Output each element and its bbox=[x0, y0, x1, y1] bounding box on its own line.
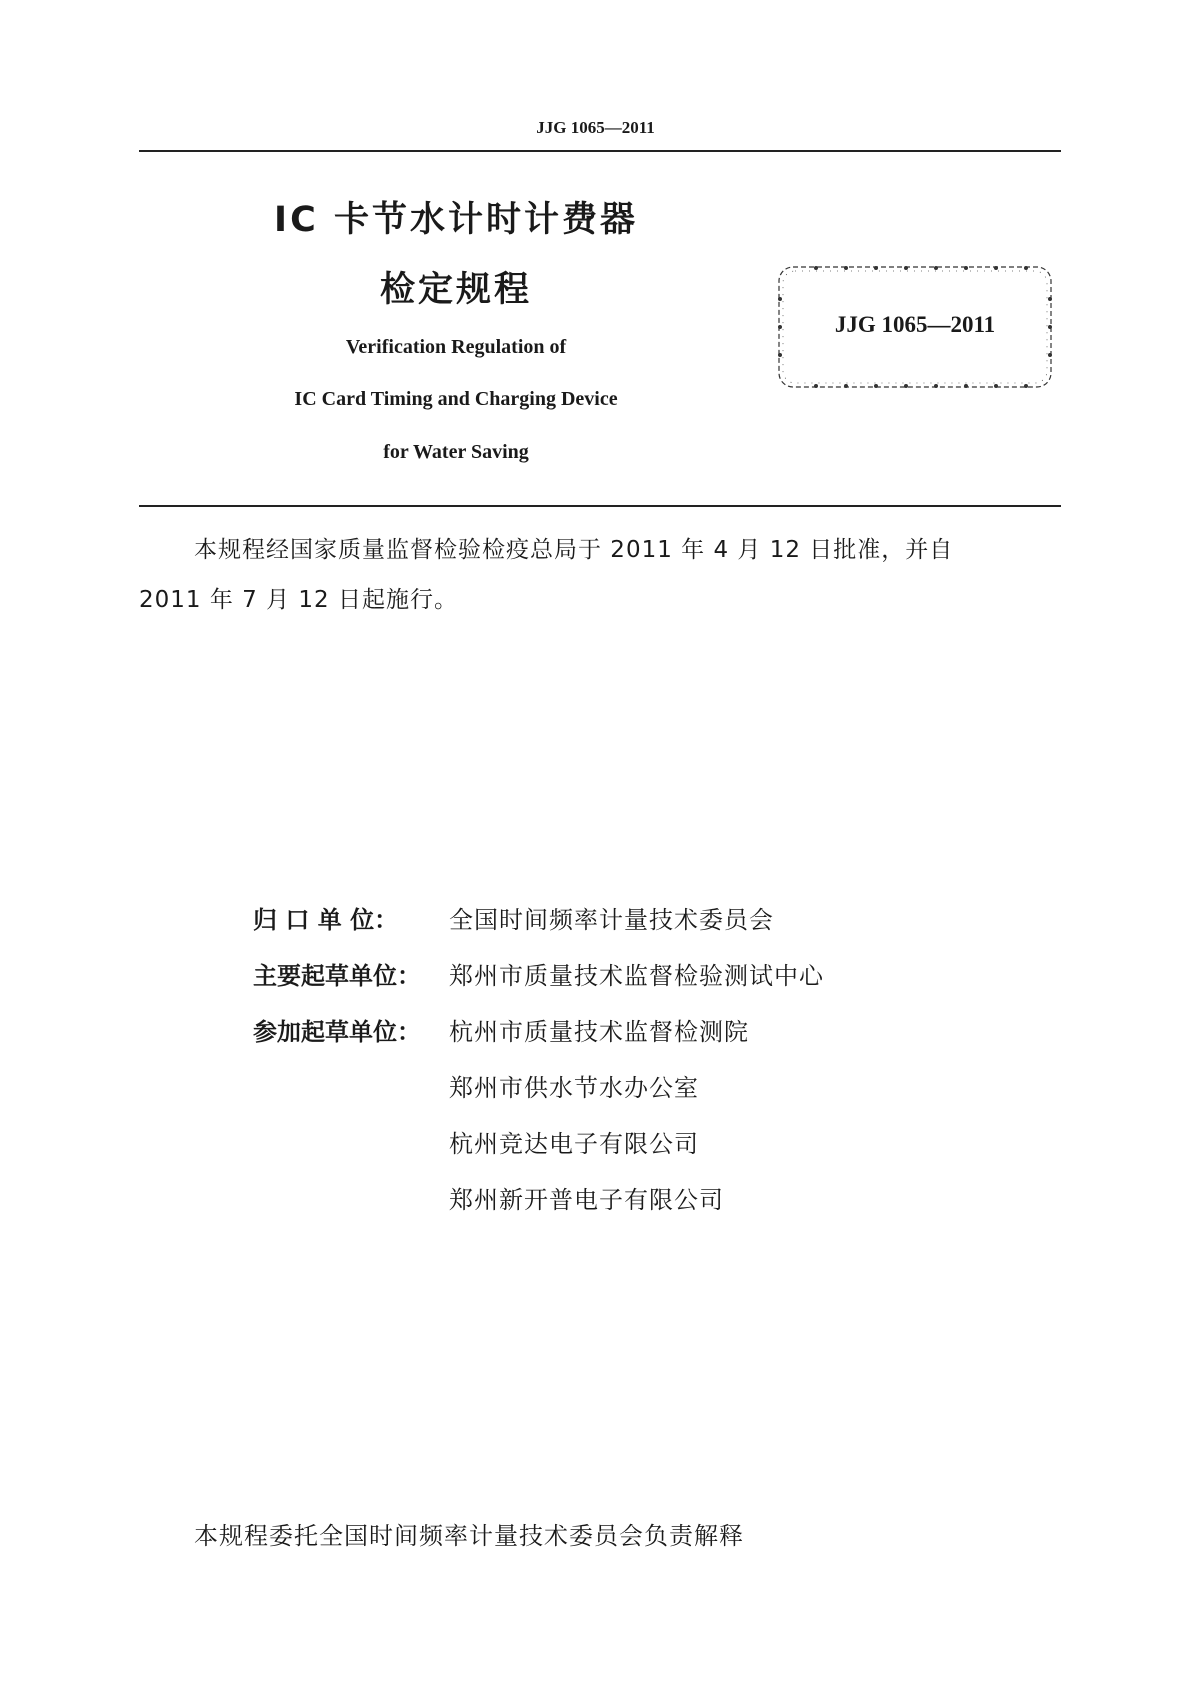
participating-drafter-value: 郑州新开普电子有限公司 bbox=[449, 1186, 724, 1214]
participating-drafter-value: 杭州竞达电子有限公司 bbox=[449, 1130, 699, 1158]
interpretation-note: 本规程委托全国时间频率计量技术委员会负责解释 bbox=[194, 1522, 744, 1550]
top-divider bbox=[139, 150, 1061, 152]
participating-drafter-value: 杭州市质量技术监督检测院 bbox=[449, 1018, 749, 1046]
participating-drafter-row bbox=[253, 1012, 749, 1052]
title-cn-line1: IC 卡节水计时计费器 bbox=[274, 200, 638, 240]
title-cn-line2: 检定规程 bbox=[379, 270, 532, 310]
middle-divider bbox=[139, 505, 1061, 507]
participating-drafter-row bbox=[449, 1124, 699, 1164]
title-en-line1: Verification Regulation of bbox=[345, 336, 567, 358]
participating-drafter-label: 参加起草单位： bbox=[253, 1018, 421, 1046]
standard-number-badge: JJG 1065—2011 bbox=[834, 312, 996, 337]
approval-line2: 2011 年 7 月 12 日起施行。 bbox=[139, 587, 458, 613]
approval-line1: 本规程经国家质量监督检验检疫总局于 2011 年 4 月 12 日批准，并自 bbox=[194, 537, 954, 563]
header-standard-code: JJG 1065—2011 bbox=[536, 118, 655, 137]
participating-drafter-value: 郑州市供水节水办公室 bbox=[449, 1074, 699, 1102]
centralized-unit-value: 全国时间频率计量技术委员会 bbox=[449, 906, 774, 934]
centralized-unit-label: 归 口 单 位： bbox=[253, 906, 399, 934]
centralized-unit-row bbox=[253, 900, 774, 940]
participating-drafter-row bbox=[449, 1068, 699, 1108]
main-drafter-row bbox=[253, 956, 824, 996]
participating-drafter-row bbox=[449, 1180, 724, 1220]
title-en-line2: IC Card Timing and Charging Device bbox=[294, 388, 618, 410]
main-drafter-value: 郑州市质量技术监督检验测试中心 bbox=[449, 962, 824, 990]
title-en-line3: for Water Saving bbox=[383, 441, 529, 463]
main-drafter-label: 主要起草单位： bbox=[253, 962, 421, 990]
